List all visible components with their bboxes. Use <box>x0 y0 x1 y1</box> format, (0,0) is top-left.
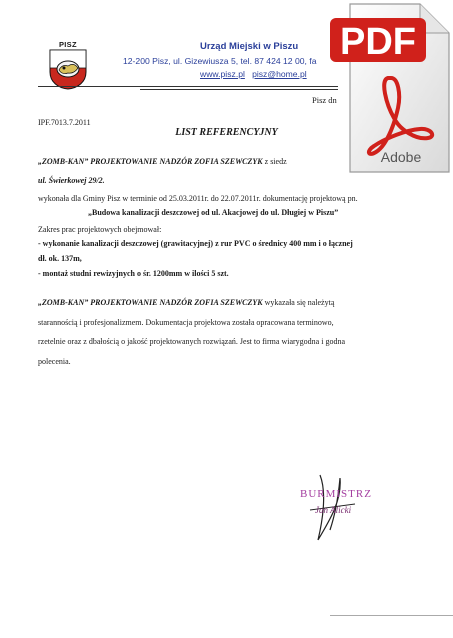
crest-label: PISZ <box>59 40 77 49</box>
company-street: ul. Świerkowej 29/2. <box>38 176 105 185</box>
closing-line-1-text: wykazała się należytą <box>262 298 335 307</box>
scope-item-2: - montaż studni rewizyjnych o śr. 1200mm w ilości 5 szt. <box>38 269 229 278</box>
closing-line-2: starannością i profesjonalizmem. Dokumentacja projektowa została opracowana terminowo, <box>38 318 334 327</box>
reference-number: IPF.7013.7.2011 <box>38 118 91 127</box>
closing-line-3: rzetelnie oraz z dbałością o jakość projektowanych rozwiązań. Jest to firma wiarygodna i godna <box>38 337 345 346</box>
place-date: Pisz dn <box>312 95 337 105</box>
scope-intro: Zakres prac projektowych obejmował: <box>38 225 162 234</box>
closing-line-1 <box>38 297 418 309</box>
company-tail: z siedz <box>262 157 287 166</box>
project-name: „Budowa kanalizacji deszczowej od ul. Akacjowej do ul. Długiej w Piszu” <box>88 208 339 217</box>
document-title: LIST REFERENCYJNY <box>175 127 278 138</box>
pdf-document-icon[interactable] <box>328 0 453 175</box>
adobe-label: Adobe <box>380 149 422 165</box>
signature-name: Jan Alicki <box>315 505 352 515</box>
closing-line-4: polecenia. <box>38 357 71 366</box>
signature-role: BURMISTRZ <box>300 488 372 500</box>
office-contacts <box>200 69 307 79</box>
website-link[interactable]: www.pisz.pl <box>200 69 245 79</box>
coat-of-arms-icon <box>48 48 88 90</box>
pdf-label: PDF <box>340 21 416 63</box>
header-divider-secondary <box>140 89 338 90</box>
footer-line <box>330 615 453 616</box>
closing-company: „ZOMB-KAN” PROJEKTOWANIE NADZÓR ZOFIA SZEWCZYK <box>38 298 263 307</box>
scope-item-1-cont: dł. ok. 137m, <box>38 254 82 263</box>
office-name: Urząd Miejski w Piszu <box>200 41 299 52</box>
header-divider <box>38 86 338 87</box>
scope-item-1: - wykonanie kanalizacji deszczowej (grawitacyjnej) z rur PVC o średnicy 400 mm i o łącznej <box>38 239 353 248</box>
company-name: „ZOMB-KAN” PROJEKTOWANIE NADZÓR ZOFIA SZEWCZYK <box>38 157 263 166</box>
office-address: 12-200 Pisz, ul. Gizewiusza 5, tel. 87 424 12 00, fa <box>123 56 317 66</box>
email-link[interactable]: pisz@home.pl <box>252 69 307 79</box>
performed-text: wykonała dla Gminy Pisz w terminie od 25.03.2011r. do 22.07.2011r. dokumentację projektową pn. <box>38 194 358 203</box>
